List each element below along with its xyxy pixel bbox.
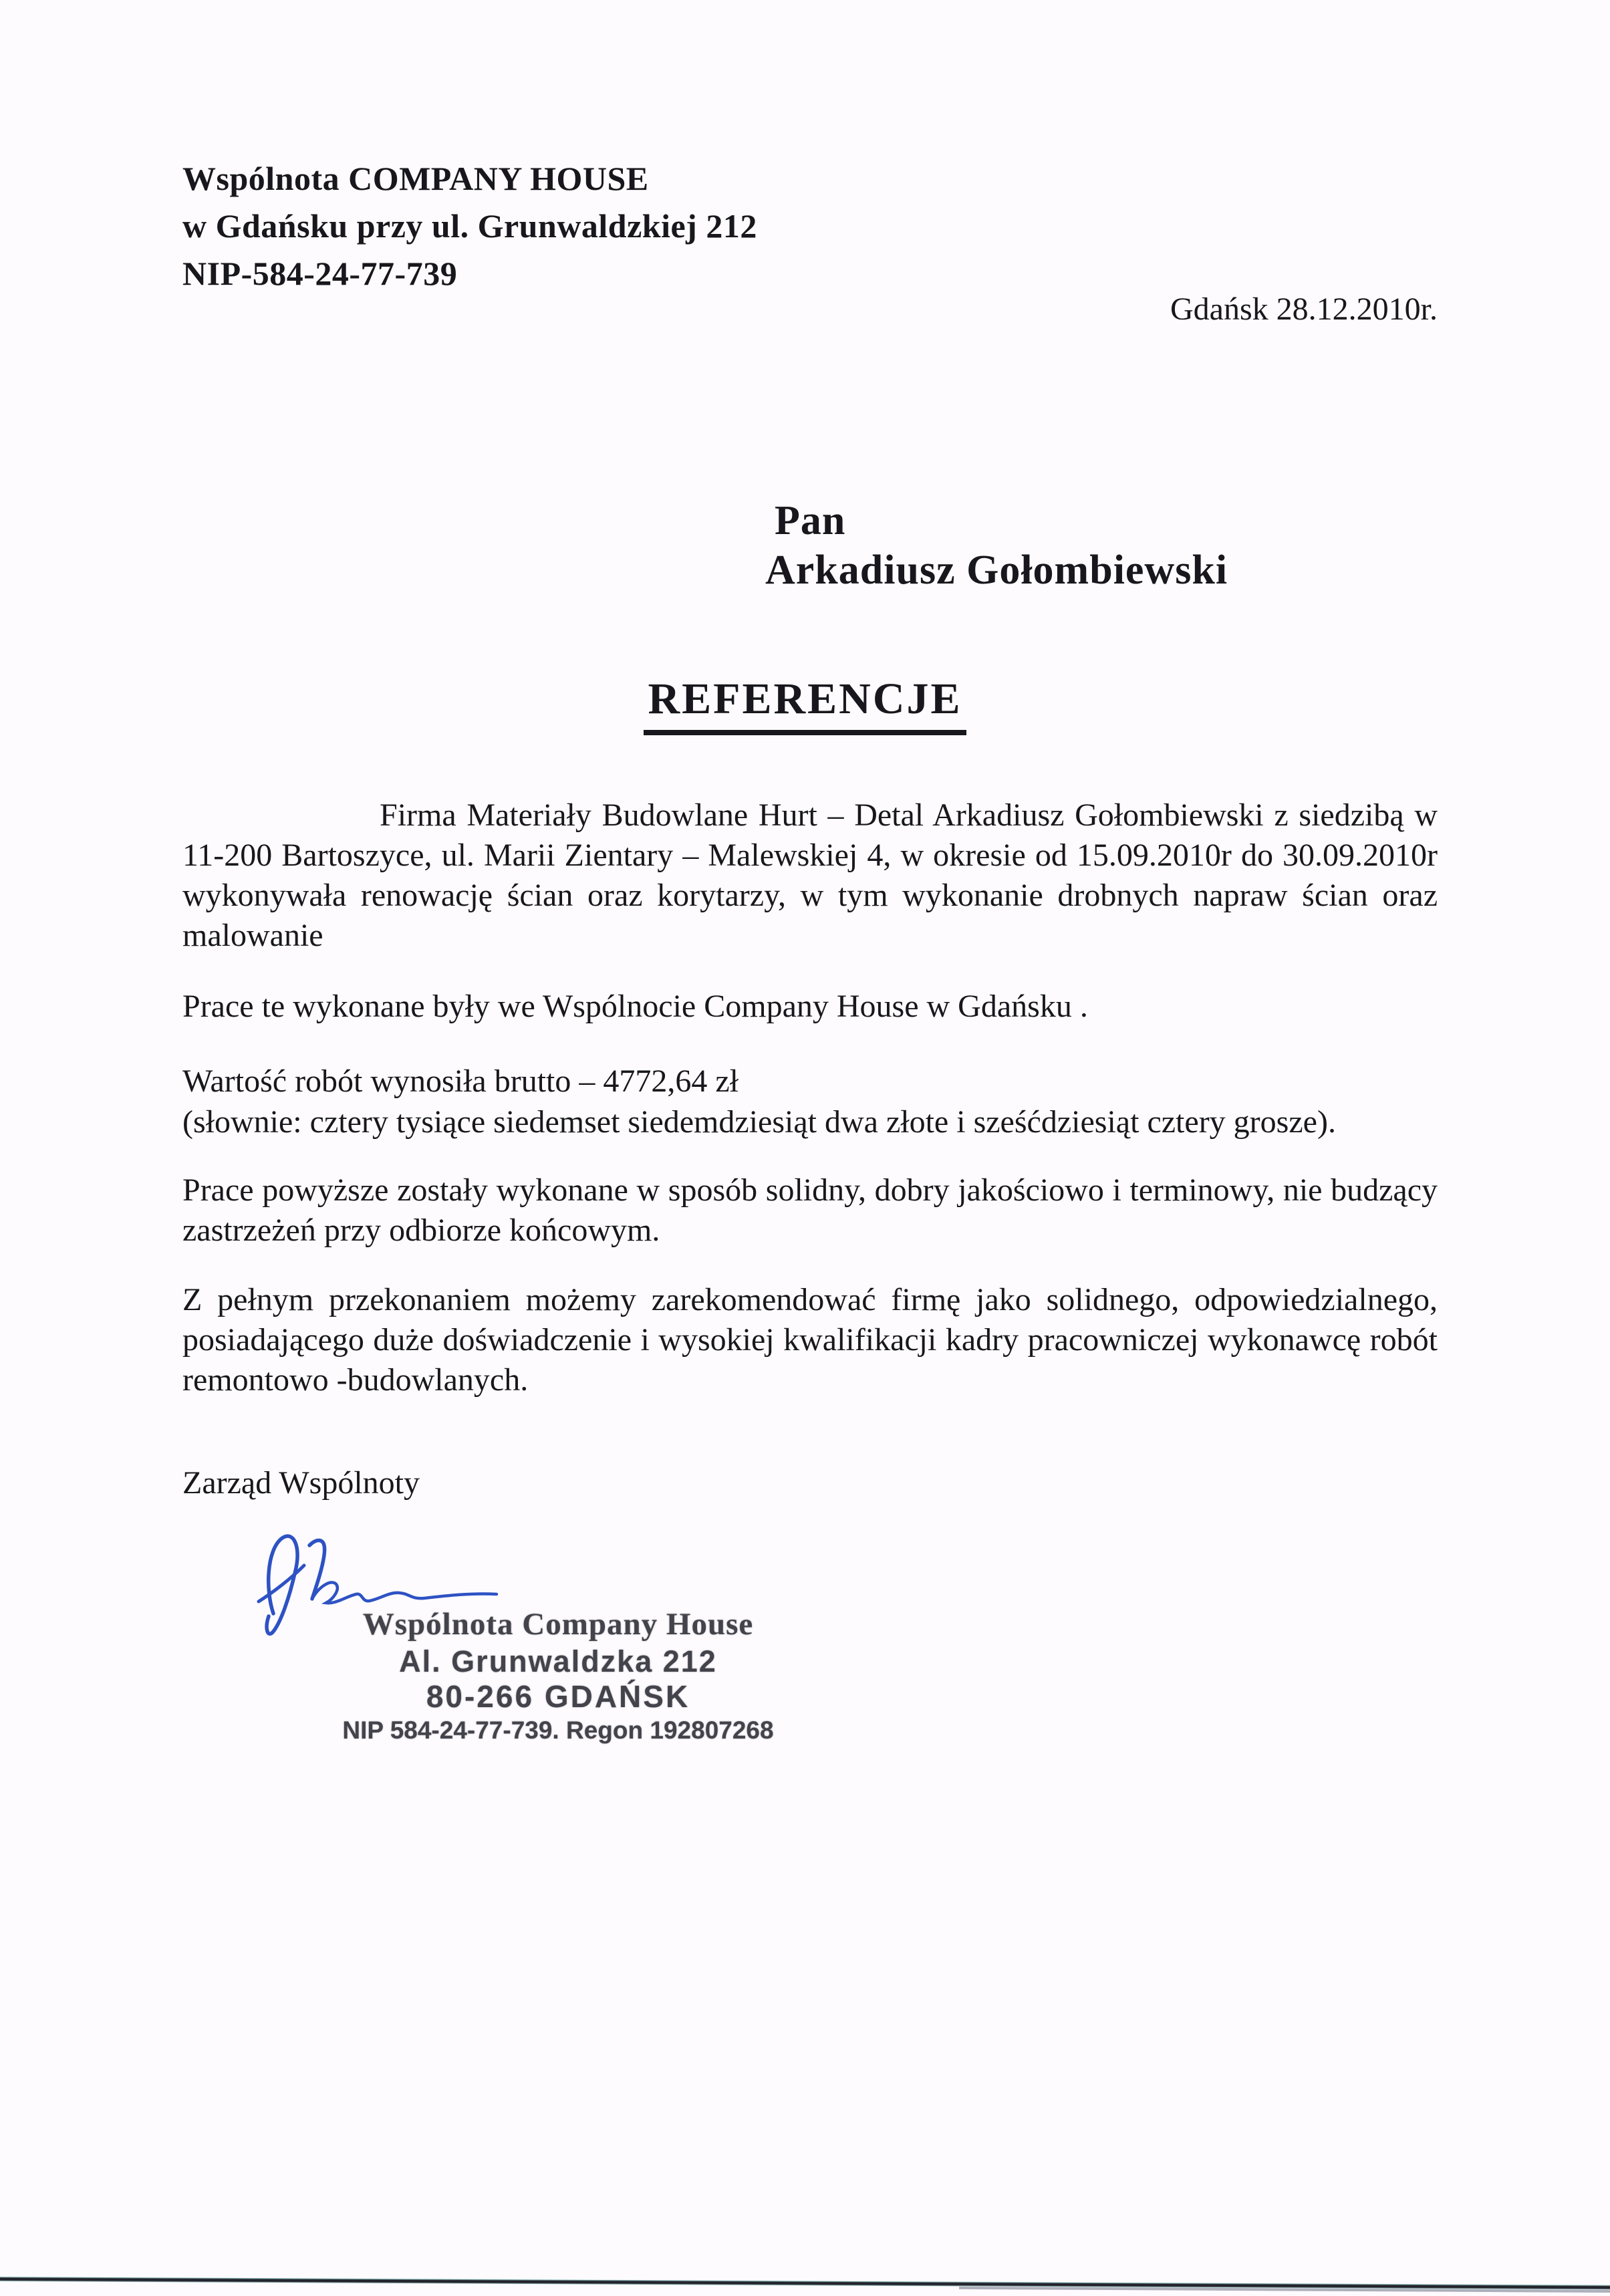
document-title: REFERENCJE	[644, 674, 966, 735]
paragraph-value-in-words: (słownie: cztery tysiące siedemset siedemdziesiąt dwa złote i sześćdziesiąt cztery grosze).	[182, 1104, 1336, 1140]
signature-and-stamp-area	[267, 1535, 849, 1822]
stamp-street: Al. Grunwaldzka 212	[399, 1644, 717, 1678]
stamp-nip-regon: NIP 584-24-77-739. Regon 192807268	[342, 1716, 774, 1744]
paragraph-company-scope: Firma Materiały Budowlane Hurt – Detal Arkadiusz Gołombiewski z siedzibą w 11-200 Bartoszyce, ul. Marii Zientary – Malewskiej 4, w okresie od 15.09.2010r do 30.09.2010r wykonywała renowację ścian oraz korytarzy, w tym wykonanie drobnych napraw ścian oraz malowanie	[182, 797, 1438, 953]
sender-block	[182, 155, 1610, 297]
stamp-company-name: Wspólnota Company House	[362, 1607, 754, 1642]
paragraph-quality: Prace powyższe zostały wykonane w sposób solidny, dobry jakościowo i terminowy, nie budzący zastrzeżeń przy odbiorze końcowym.	[182, 1172, 1438, 1248]
recipient-salutation: Pan	[775, 498, 846, 543]
sender-nip: NIP-584-24-77-739	[182, 255, 458, 292]
recipient-block	[765, 496, 1610, 595]
title-row	[0, 674, 1610, 735]
paragraph-recommendation: Z pełnym przekonaniem możemy zarekomendować firmę jako solidnego, odpowiedzialnego, posiadającego duże doświadczenie i wysokiej kwalifikacji kadry pracowniczej wykonawcę robót remontowo -budowlanych.	[182, 1282, 1438, 1398]
paragraph-gross-value: Wartość robót wynosiła brutto – 4772,64 zł	[182, 1063, 739, 1099]
sender-company: Wspólnota COMPANY HOUSE	[182, 160, 649, 197]
closing-line: Zarząd Wspólnoty	[182, 1465, 420, 1501]
stamp-city: 80-266 GDAŃSK	[426, 1679, 690, 1714]
company-rubber-stamp	[267, 1606, 849, 1747]
scan-edge-artifact	[0, 2277, 1610, 2290]
paragraph-work-location: Prace te wykonane były we Wspólnocie Company House w Gdańsku .	[182, 989, 1088, 1024]
sender-address: w Gdańsku przy ul. Grunwaldzkiej 212	[182, 207, 757, 245]
place-and-date: Gdańsk 28.12.2010r.	[1170, 291, 1438, 327]
recipient-name: Arkadiusz Gołombiewski	[765, 547, 1228, 593]
